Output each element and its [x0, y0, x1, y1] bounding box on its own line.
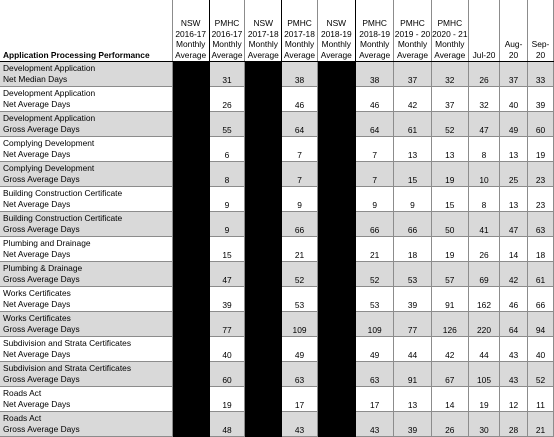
row-label [0, 87, 172, 112]
nsw-blank-cell [172, 312, 209, 337]
nsw-blank-cell [172, 412, 209, 437]
value-cell: 39 [528, 87, 554, 112]
value-cell: 60 [528, 112, 554, 137]
row-label-metric: Gross Average Days [3, 173, 80, 184]
nsw-blank-cell [245, 162, 282, 187]
value-cell: 47 [468, 112, 499, 137]
value-cell: 26 [431, 412, 468, 437]
value-cell: 53 [394, 262, 431, 287]
table-row [0, 187, 554, 212]
nsw-blank-cell [172, 237, 209, 262]
value-cell: 109 [282, 312, 317, 337]
value-cell: 40 [500, 87, 528, 112]
value-cell: 9 [209, 212, 244, 237]
value-cell: 220 [468, 312, 499, 337]
value-cell: 9 [355, 187, 393, 212]
nsw-blank-cell [317, 212, 355, 237]
row-label [0, 112, 172, 137]
value-cell: 21 [355, 237, 393, 262]
value-cell: 44 [394, 337, 431, 362]
value-cell: 77 [394, 312, 431, 337]
value-cell: 48 [209, 412, 244, 437]
row-label-category: Roads Act [3, 388, 42, 398]
nsw-blank-cell [245, 412, 282, 437]
value-cell: 10 [468, 162, 499, 187]
value-cell: 7 [355, 162, 393, 187]
row-label-category: Plumbing and Drainage [3, 238, 91, 248]
value-cell: 105 [468, 362, 499, 387]
value-cell: 47 [209, 262, 244, 287]
nsw-blank-cell [317, 237, 355, 262]
col-header: Aug-20 [500, 0, 528, 62]
nsw-blank-cell [172, 62, 209, 87]
value-cell: 37 [394, 62, 431, 87]
nsw-blank-cell [317, 62, 355, 87]
nsw-blank-cell [245, 237, 282, 262]
row-label-category: Plumbing & Drainage [3, 263, 83, 273]
value-cell: 15 [394, 162, 431, 187]
value-cell: 64 [282, 112, 317, 137]
value-cell: 31 [209, 62, 244, 87]
row-label-metric: Net Average Days [3, 198, 71, 209]
value-cell: 9 [209, 187, 244, 212]
table-title: Application Processing Performance [0, 0, 172, 62]
value-cell: 67 [431, 362, 468, 387]
nsw-blank-cell [172, 137, 209, 162]
value-cell: 43 [355, 412, 393, 437]
value-cell: 17 [355, 387, 393, 412]
table-row [0, 212, 554, 237]
row-label-metric: Net Average Days [3, 98, 71, 109]
nsw-blank-cell [245, 312, 282, 337]
value-cell: 42 [431, 337, 468, 362]
table-row [0, 112, 554, 137]
value-cell: 21 [282, 237, 317, 262]
table-row [0, 162, 554, 187]
value-cell: 14 [431, 387, 468, 412]
value-cell: 109 [355, 312, 393, 337]
value-cell: 37 [500, 62, 528, 87]
value-cell: 53 [355, 287, 393, 312]
value-cell: 42 [500, 262, 528, 287]
value-cell: 15 [209, 237, 244, 262]
value-cell: 19 [528, 137, 554, 162]
row-label-metric: Gross Average Days [3, 423, 80, 434]
value-cell: 19 [431, 237, 468, 262]
row-label-metric: Net Median Days [3, 73, 68, 84]
value-cell: 23 [528, 162, 554, 187]
col-header: NSW 2016-17 Monthly Average [172, 0, 209, 62]
col-header: PMHC 2019 - 20 Monthly Average [394, 0, 431, 62]
nsw-blank-cell [317, 287, 355, 312]
col-header: PMHC 2020 - 21 Monthly Average [431, 0, 468, 62]
value-cell: 26 [468, 237, 499, 262]
nsw-blank-cell [317, 337, 355, 362]
row-label [0, 412, 172, 437]
nsw-blank-cell [245, 87, 282, 112]
value-cell: 26 [468, 62, 499, 87]
value-cell: 19 [468, 387, 499, 412]
row-label-metric: Gross Average Days [3, 123, 80, 134]
nsw-blank-cell [317, 312, 355, 337]
row-label [0, 387, 172, 412]
value-cell: 9 [394, 187, 431, 212]
value-cell: 13 [500, 137, 528, 162]
value-cell: 13 [500, 187, 528, 212]
nsw-blank-cell [172, 362, 209, 387]
value-cell: 19 [431, 162, 468, 187]
row-label [0, 62, 172, 87]
nsw-blank-cell [172, 162, 209, 187]
nsw-blank-cell [317, 362, 355, 387]
value-cell: 63 [282, 362, 317, 387]
value-cell: 7 [355, 137, 393, 162]
col-header: NSW 2017-18 Monthly Average [245, 0, 282, 62]
row-label [0, 162, 172, 187]
value-cell: 63 [528, 212, 554, 237]
value-cell: 46 [500, 287, 528, 312]
value-cell: 46 [355, 87, 393, 112]
nsw-blank-cell [245, 62, 282, 87]
row-label-metric: Gross Average Days [3, 323, 80, 334]
value-cell: 66 [282, 212, 317, 237]
value-cell: 13 [394, 387, 431, 412]
value-cell: 60 [209, 362, 244, 387]
value-cell: 64 [500, 312, 528, 337]
header-row [0, 0, 554, 62]
value-cell: 43 [500, 337, 528, 362]
row-label-category: Works Certificates [3, 288, 71, 298]
row-label-metric: Net Average Days [3, 248, 71, 259]
value-cell: 38 [282, 62, 317, 87]
value-cell: 52 [282, 262, 317, 287]
value-cell: 39 [394, 287, 431, 312]
value-cell: 32 [431, 62, 468, 87]
value-cell: 13 [394, 137, 431, 162]
nsw-blank-cell [172, 87, 209, 112]
row-label-category: Complying Development [3, 138, 95, 148]
nsw-blank-cell [245, 187, 282, 212]
value-cell: 49 [355, 337, 393, 362]
value-cell: 39 [209, 287, 244, 312]
row-label-metric: Gross Average Days [3, 273, 80, 284]
value-cell: 13 [431, 137, 468, 162]
nsw-blank-cell [172, 337, 209, 362]
row-label-category: Building Construction Certificate [3, 188, 123, 198]
value-cell: 19 [209, 387, 244, 412]
value-cell: 6 [209, 137, 244, 162]
value-cell: 18 [394, 237, 431, 262]
value-cell: 7 [282, 162, 317, 187]
value-cell: 7 [282, 137, 317, 162]
nsw-blank-cell [172, 212, 209, 237]
value-cell: 14 [500, 237, 528, 262]
value-cell: 8 [209, 162, 244, 187]
row-label-category: Complying Development [3, 163, 95, 173]
table-row [0, 87, 554, 112]
value-cell: 91 [431, 287, 468, 312]
value-cell: 40 [209, 337, 244, 362]
value-cell: 66 [394, 212, 431, 237]
value-cell: 69 [468, 262, 499, 287]
value-cell: 39 [394, 412, 431, 437]
nsw-blank-cell [172, 112, 209, 137]
col-header: PMHC 2018-19 Monthly Average [355, 0, 393, 62]
row-label [0, 237, 172, 262]
value-cell: 15 [431, 187, 468, 212]
value-cell: 63 [355, 362, 393, 387]
value-cell: 162 [468, 287, 499, 312]
value-cell: 33 [528, 62, 554, 87]
table-row [0, 312, 554, 337]
row-label-category: Development Application [3, 63, 96, 73]
row-label-metric: Net Average Days [3, 148, 71, 159]
row-label-metric: Net Average Days [3, 348, 71, 359]
nsw-blank-cell [172, 262, 209, 287]
nsw-blank-cell [172, 187, 209, 212]
value-cell: 8 [468, 187, 499, 212]
nsw-blank-cell [317, 112, 355, 137]
value-cell: 23 [528, 187, 554, 212]
value-cell: 55 [209, 112, 244, 137]
nsw-blank-cell [245, 212, 282, 237]
row-label-metric: Net Average Days [3, 398, 71, 409]
table-row [0, 412, 554, 437]
value-cell: 17 [282, 387, 317, 412]
value-cell: 9 [282, 187, 317, 212]
nsw-blank-cell [245, 137, 282, 162]
value-cell: 12 [500, 387, 528, 412]
row-label [0, 337, 172, 362]
nsw-blank-cell [317, 387, 355, 412]
value-cell: 52 [431, 112, 468, 137]
value-cell: 47 [500, 212, 528, 237]
value-cell: 52 [528, 362, 554, 387]
nsw-blank-cell [245, 287, 282, 312]
value-cell: 8 [468, 137, 499, 162]
value-cell: 61 [528, 262, 554, 287]
value-cell: 66 [355, 212, 393, 237]
nsw-blank-cell [317, 187, 355, 212]
value-cell: 64 [355, 112, 393, 137]
col-header: PMHC 2017-18 Monthly Average [282, 0, 317, 62]
value-cell: 21 [528, 412, 554, 437]
row-label-category: Development Application [3, 113, 96, 123]
value-cell: 91 [394, 362, 431, 387]
value-cell: 49 [282, 337, 317, 362]
table-row [0, 262, 554, 287]
nsw-blank-cell [317, 412, 355, 437]
nsw-blank-cell [317, 137, 355, 162]
table-row [0, 137, 554, 162]
nsw-blank-cell [317, 87, 355, 112]
nsw-blank-cell [245, 362, 282, 387]
value-cell: 126 [431, 312, 468, 337]
value-cell: 28 [500, 412, 528, 437]
value-cell: 52 [355, 262, 393, 287]
value-cell: 18 [528, 237, 554, 262]
value-cell: 11 [528, 387, 554, 412]
value-cell: 43 [500, 362, 528, 387]
value-cell: 32 [468, 87, 499, 112]
value-cell: 50 [431, 212, 468, 237]
value-cell: 40 [528, 337, 554, 362]
row-label [0, 187, 172, 212]
col-header: Sep-20 [528, 0, 554, 62]
value-cell: 49 [500, 112, 528, 137]
row-label-metric: Net Average Days [3, 298, 71, 309]
table-body [0, 62, 554, 437]
row-label [0, 362, 172, 387]
value-cell: 43 [282, 412, 317, 437]
value-cell: 66 [528, 287, 554, 312]
row-label-metric: Gross Average Days [3, 373, 80, 384]
value-cell: 37 [431, 87, 468, 112]
nsw-blank-cell [245, 262, 282, 287]
nsw-blank-cell [245, 337, 282, 362]
value-cell: 46 [282, 87, 317, 112]
row-label-category: Building Construction Certificate [3, 213, 123, 223]
value-cell: 94 [528, 312, 554, 337]
table-row [0, 387, 554, 412]
table-row [0, 337, 554, 362]
value-cell: 38 [355, 62, 393, 87]
col-header: PMHC 2016-17 Monthly Average [209, 0, 244, 62]
row-label [0, 262, 172, 287]
row-label [0, 137, 172, 162]
value-cell: 44 [468, 337, 499, 362]
value-cell: 41 [468, 212, 499, 237]
row-label-metric: Gross Average Days [3, 223, 80, 234]
table-row [0, 62, 554, 87]
value-cell: 42 [394, 87, 431, 112]
row-label-category: Works Certificates [3, 313, 71, 323]
col-header: Jul-20 [468, 0, 499, 62]
row-label-category: Development Application [3, 88, 96, 98]
row-label [0, 287, 172, 312]
nsw-blank-cell [245, 112, 282, 137]
row-label [0, 312, 172, 337]
row-label-category: Roads Act [3, 413, 42, 423]
row-label-category: Subdivision and Strata Certificates [3, 338, 132, 348]
row-label [0, 212, 172, 237]
table-row [0, 237, 554, 262]
col-header: NSW 2018-19 Monthly Average [317, 0, 355, 62]
nsw-blank-cell [317, 262, 355, 287]
value-cell: 30 [468, 412, 499, 437]
value-cell: 53 [282, 287, 317, 312]
value-cell: 57 [431, 262, 468, 287]
table-row [0, 362, 554, 387]
nsw-blank-cell [317, 162, 355, 187]
nsw-blank-cell [245, 387, 282, 412]
value-cell: 61 [394, 112, 431, 137]
value-cell: 77 [209, 312, 244, 337]
value-cell: 25 [500, 162, 528, 187]
value-cell: 26 [209, 87, 244, 112]
table-row [0, 287, 554, 312]
nsw-blank-cell [172, 387, 209, 412]
row-label-category: Subdivision and Strata Certificates [3, 363, 132, 373]
nsw-blank-cell [172, 287, 209, 312]
